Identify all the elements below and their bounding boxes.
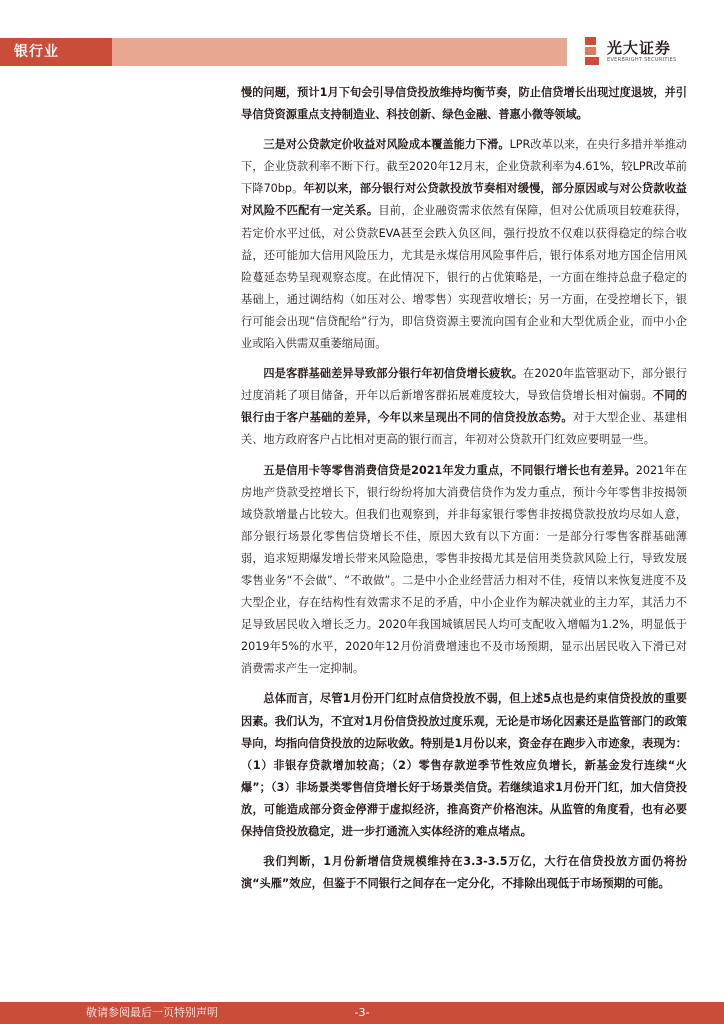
industry-label: 银行业: [0, 38, 112, 66]
brand-logo-icon: [583, 35, 601, 67]
brand-logo-name: 光大证券: [607, 39, 672, 57]
paragraph-judgement: 我们判断，1月份新增信贷规模维持在3.3-3.5万亿，大行在信贷投放方面仍将扮演“头雁”效应，但鉴于不同银行之间存在一定分化，不排除出现低于市场预期的可能。: [241, 855, 687, 891]
paragraph-point-four: 四是客群基础差异导致部分银行年初信贷增长疲软。在2020年监管驱动下，部分银行过度消耗了项目储备，开年以后新增客群拓展难度较大，导致信贷增长相对偏弱。不同的银行由于客户基础的差异，今年以来呈现出不同的信贷投放态势。对于大型企业、基建相关、地方政府客户占比相对更高的银行而言，年初对公贷款开门红效应要明显一些。: [241, 367, 687, 447]
footer-disclaimer: 敬请参阅最后一页特别声明: [86, 1006, 218, 1019]
brand-logo-subtitle: EVERBRIGHT SECURITIES: [607, 57, 677, 63]
brand-logo: [583, 35, 693, 69]
paragraph-summary: 总体而言，尽管1月份开门红时点信贷投放不弱，但上述5点也是约束信贷投放的重要因素。我们认为，不宜对1月份信贷投放过度乐观，无论是市场化因素还是监管部门的政策导向，均指向信贷投放的边际收敛。特别是1月份以来，资金存在跑步入市迹象，表现为：（1）非银存贷款增加较高；（2）零售存款逆季节性效应负增长，新基金发行连续“火爆”；（3）非场景类零售信贷增长好于场景类信贷。若继续追求1月份开门红，加大信贷投放，可能造成部分资金停滞于虚拟经济，推高资产价格泡沫。从监管的角度看，也有必要保持信贷投放稳定，进一步打通流入实体经济的难点堵点。: [241, 692, 687, 838]
page-number: -3-: [354, 1006, 370, 1019]
paragraph-point-three: 三是对公贷款定价收益对风险成本覆盖能力下滑。LPR改革以来，在央行多措并举推动下，企业贷款利率不断下行。截至2020年12月末，企业贷款利率为4.61%，较LPR改革前下降70bp。年初以来，部分银行对公贷款投放节奏相对缓慢，部分原因或与对公贷款收益对风险不匹配有一定关系。目前，企业融资需求依然有保障，但对公优质项目较难获得，若定价水平过低，对公贷款EVA甚至会跌入负区间，强行投放不仅难以获得稳定的综合收益，还可能加大信用风险压力，尤其是永煤信用风险事件后，银行体系对地方国企信用风险蔓延态势呈现观察态度。在此情况下，银行的占优策略是，一方面在维持总盘子稳定的基础上，通过调结构（如压对公、增零售）实现营收增长；另一方面，在受控增长下，银行可能会出现“信贷配给”行为，即信贷资源主要流向国有企业和大型优质企业，而中小企业或陷入供需双重萎缩局面。: [241, 138, 687, 351]
report-body: [241, 82, 687, 903]
paragraph-point-five: 五是信用卡等零售消费信贷是2021年发力重点，不同银行增长也有差异。2021年在房地产贷款受控增长下，银行纷纷将加大消费信贷作为发力重点，预计今年零售非按揭领域贷款增量占比较大。但我们也观察到，并非每家银行零售非按揭贷款投放均尽如人意，部分银行场景化零售信贷增长不佳，原因大致有以下方面：一是部分行零售客群基础薄弱，追求短期爆发增长带来风险隐患，零售非按揭尤其是信用类贷款风险上行，导致发展零售业务“不会做”、“不敢做”。二是中小企业经营活力相对不佳，疫情以来恢复进度不及大型企业，存在结构性有效需求不足的矛盾，中小企业作为解决就业的主力军，其活力不足导致居民收入增长乏力。2020年我国城镇居民人均可支配收入增幅为1.2%，明显低于2019年5%的水平，2020年12月份消费增速也不及市场预期，显示出居民收入下滑已对消费需求产生一定抑制。: [241, 463, 687, 676]
paragraph-continuation: 慢的问题，预计1月下旬会引导信贷投放维持均衡节奏，防止信贷增长出现过度退坡，并引导信贷资源重点支持制造业、科技创新、绿色金融、普惠小微等领域。: [241, 86, 687, 122]
